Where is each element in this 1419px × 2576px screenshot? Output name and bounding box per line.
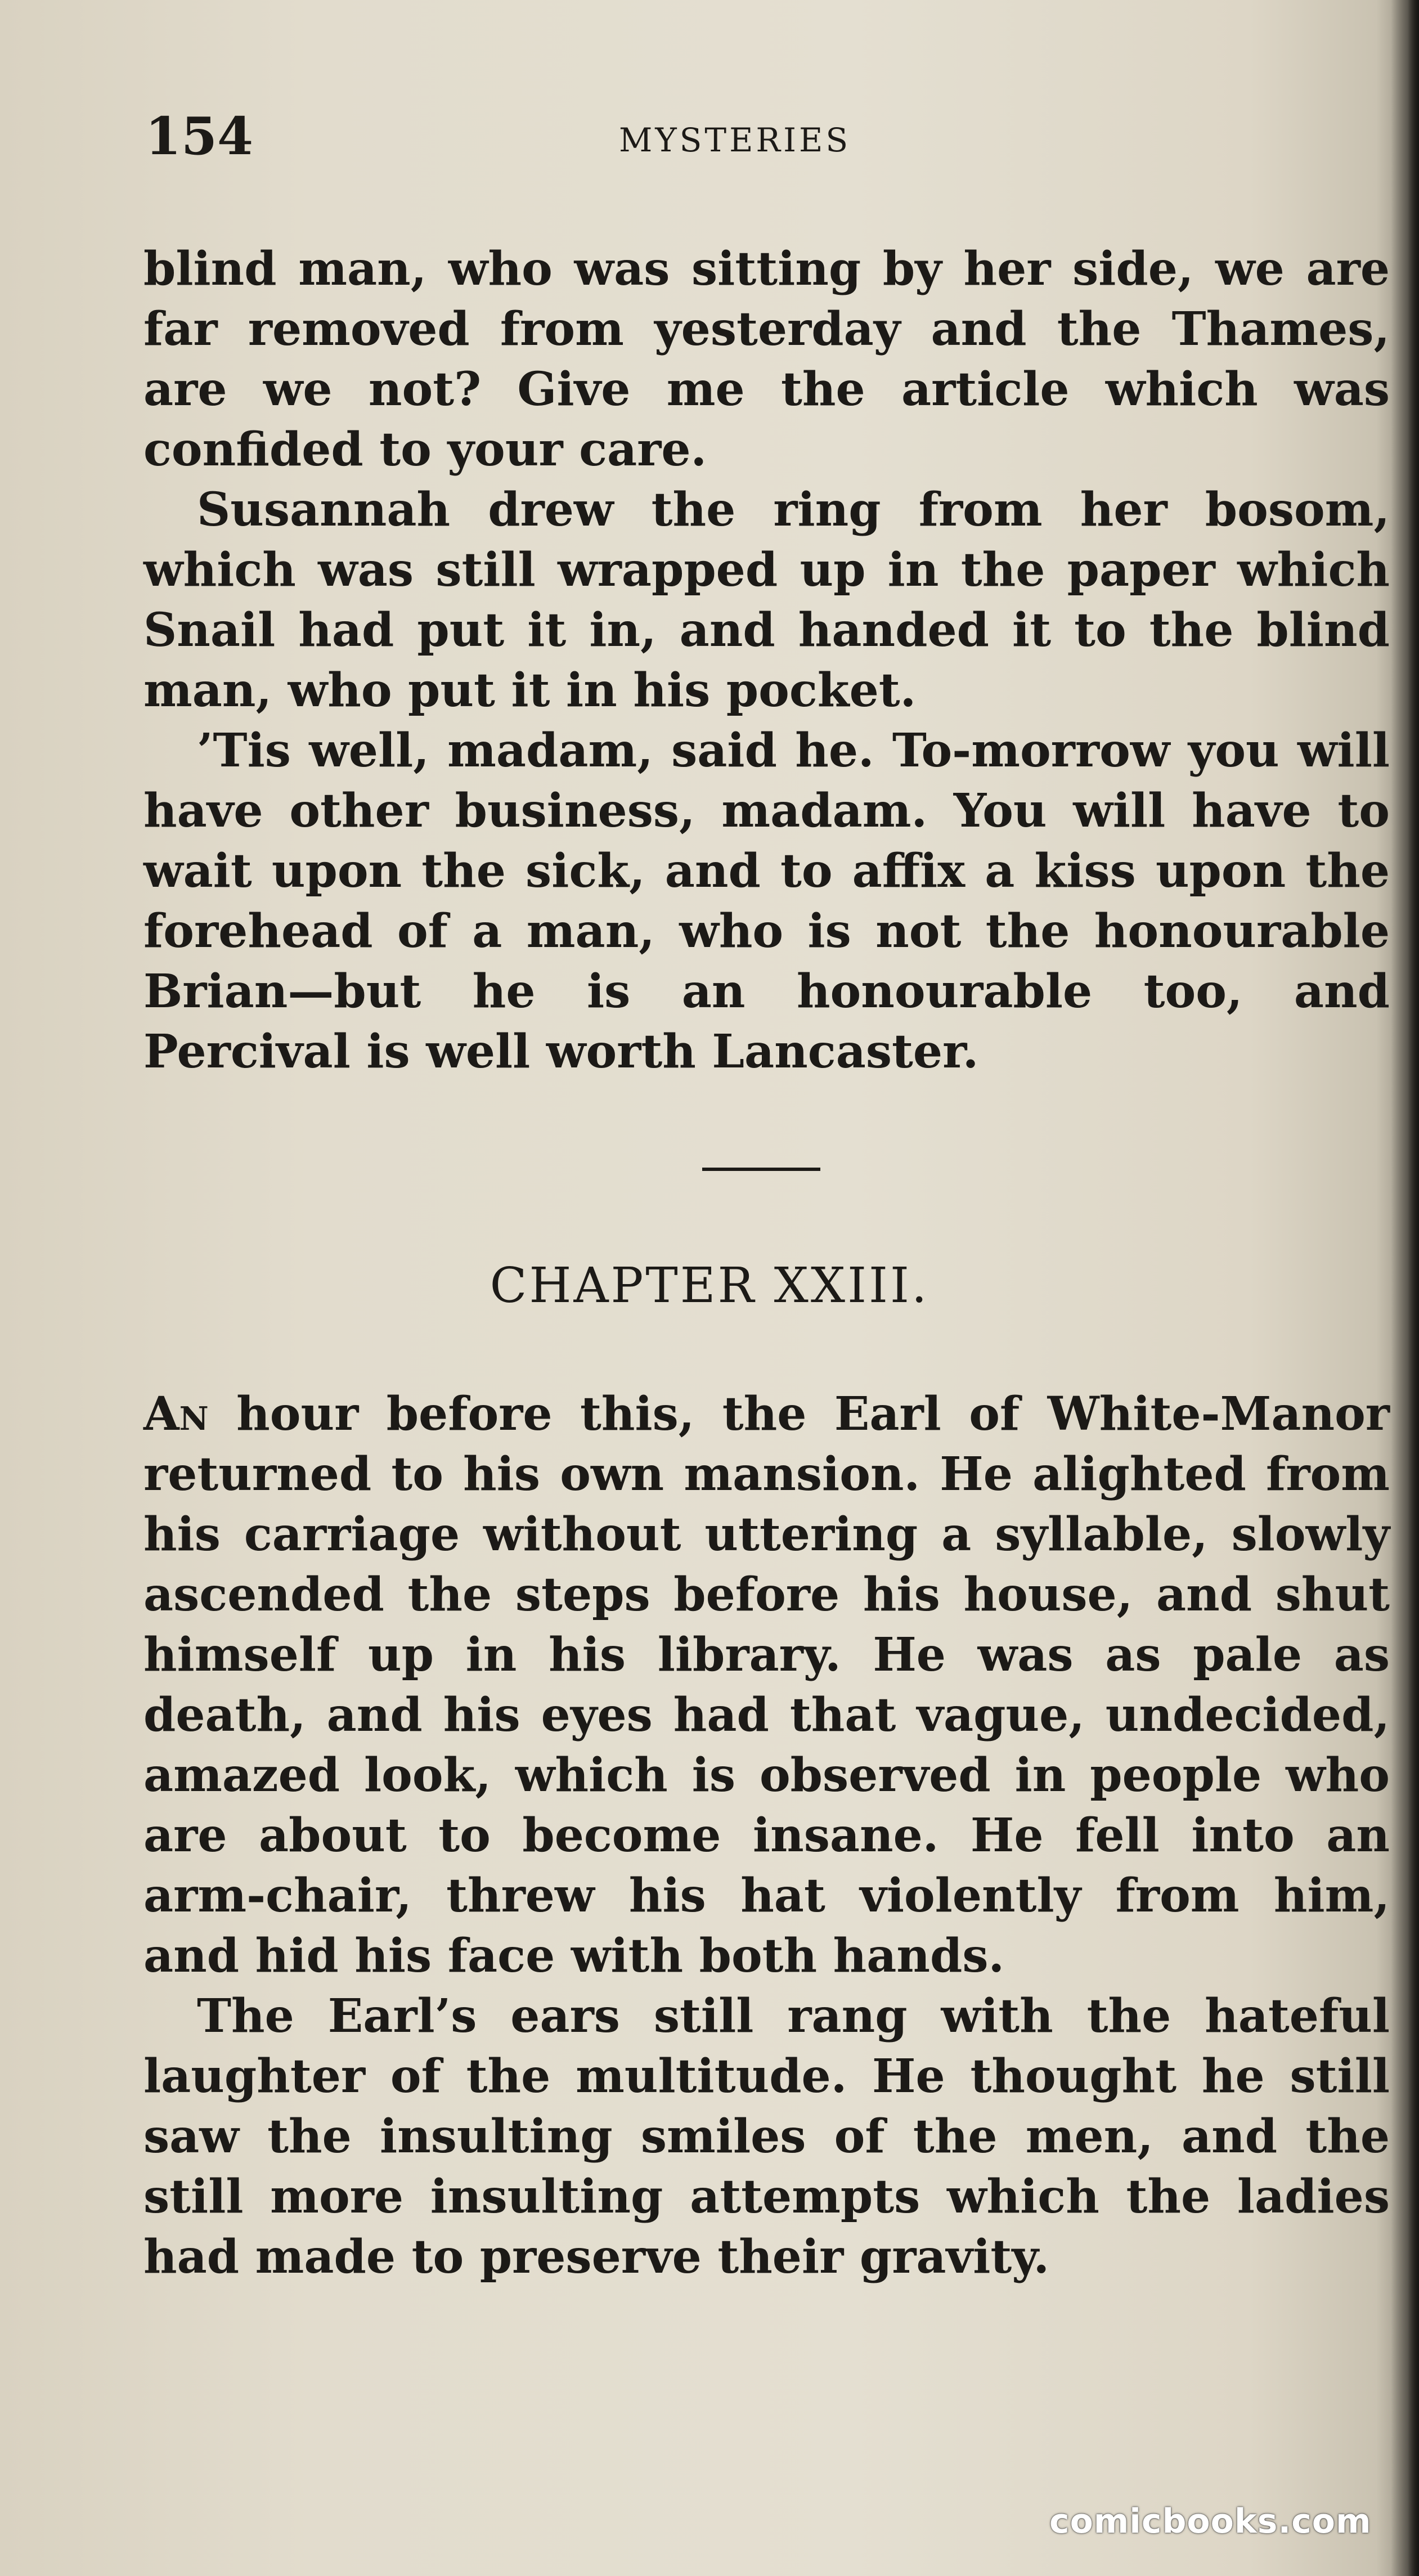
paragraph-tis-well: ’Tis well, madam, said he. To-morrow you will have other business, madam. You will have to wait upon the sick, and to affix a kiss upon the forehead of a man, who is not the honourable Brian—but he is an honourable too, and Percival is well worth Lancaster.	[143, 724, 1390, 1079]
body-text-before-chapter	[143, 239, 1390, 1082]
chapter-body-text	[143, 1384, 1390, 2287]
page-number: 154	[145, 106, 254, 167]
paragraph-susannah: Susannah drew the ring from her bosom, which was still wrapped up in the paper which Snail had put it in, and handed it to the blind man, who put it in his pocket.	[143, 483, 1390, 717]
paragraph-continuation: blind man, who was sitting by her side, we are far removed from yesterday and the Thames, are we not? Give me the article which was confided to your care.	[143, 242, 1390, 477]
page-edge-shadow	[1391, 0, 1419, 2576]
watermark-text: comicbooks.com	[1049, 2502, 1372, 2541]
section-divider	[702, 1168, 820, 1171]
running-head: MYSTERIES	[619, 121, 851, 159]
chapter-first-word: An	[143, 1387, 209, 1441]
chapter-first-paragraph-text: hour before this, the Earl of White-Manor returned to his own mansion. He alighted from his carriage without uttering a syllable, slowly ascended the steps before his house, and shut himself up in his library. He was as pale as death, and his eyes had that vague, undecided, amazed look, which is observed in people who are about to become insane. He fell into an arm-chair, threw his hat violently from him, and hid his face with both hands.	[143, 1387, 1390, 1983]
chapter-heading: CHAPTER XXIII.	[490, 1258, 929, 1314]
chapter-first-paragraph	[143, 1384, 1390, 1986]
chapter-second-paragraph: The Earl’s ears still rang with the hateful laughter of the multitude. He thought he still saw the insulting smiles of the men, and the still more insulting attempts which the ladies had made to preserve their gravity.	[143, 1989, 1390, 2284]
